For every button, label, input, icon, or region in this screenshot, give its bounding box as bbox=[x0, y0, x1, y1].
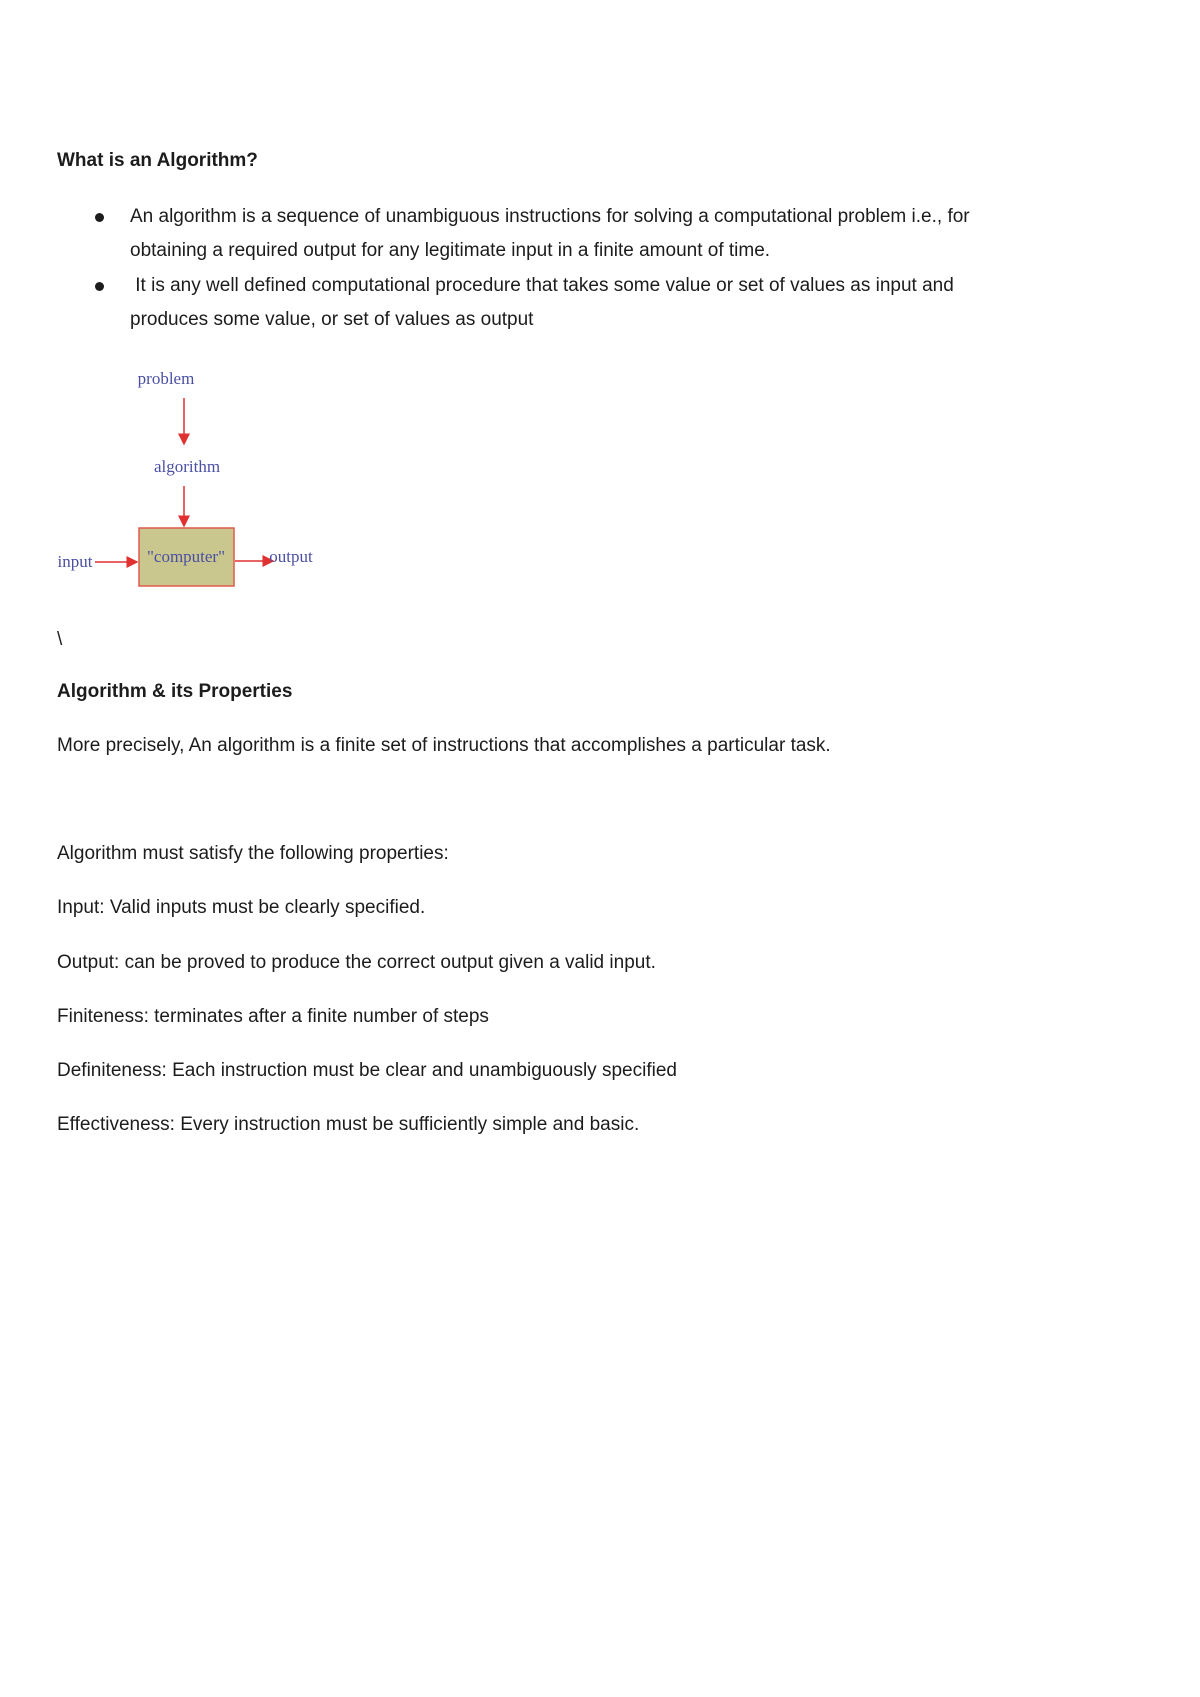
bullet-2-line-2: produces some value, or set of values as output bbox=[130, 309, 534, 330]
property-definiteness: Definiteness: Each instruction must be clear and unambiguously specified bbox=[57, 1060, 677, 1081]
diagram-label-problem: problem bbox=[137, 369, 195, 388]
algorithm-diagram-svg bbox=[55, 356, 315, 596]
algorithm-diagram bbox=[55, 356, 315, 596]
section-title-properties: Algorithm & its Properties bbox=[57, 681, 293, 702]
bullet-1-line-2: obtaining a required output for any legitimate input in a finite amount of time. bbox=[130, 240, 771, 261]
bullet-icon bbox=[95, 282, 104, 291]
stray-backslash: \ bbox=[57, 629, 63, 650]
diagram-label-computer: "computer" bbox=[146, 547, 226, 566]
property-effectiveness: Effectiveness: Every instruction must be sufficiently simple and basic. bbox=[57, 1114, 640, 1135]
properties-lead: Algorithm must satisfy the following properties: bbox=[57, 843, 449, 864]
property-input: Input: Valid inputs must be clearly specified. bbox=[57, 897, 426, 918]
property-finiteness: Finiteness: terminates after a finite number of steps bbox=[57, 1006, 489, 1027]
diagram-label-input: input bbox=[57, 552, 93, 571]
property-output: Output: can be proved to produce the correct output given a valid input. bbox=[57, 952, 656, 973]
bullet-1-line-1: An algorithm is a sequence of unambiguous instructions for solving a computational problem i.e., for bbox=[130, 206, 970, 227]
section-title-what-is-algorithm: What is an Algorithm? bbox=[57, 150, 258, 171]
diagram-label-algorithm: algorithm bbox=[153, 457, 221, 476]
bullet-icon bbox=[95, 213, 104, 222]
intro-paragraph: More precisely, An algorithm is a finite set of instructions that accomplishes a particular task. bbox=[57, 735, 831, 756]
bullet-2-line-1: It is any well defined computational procedure that takes some value or set of values as input and bbox=[130, 275, 954, 296]
diagram-label-output: output bbox=[269, 547, 313, 566]
